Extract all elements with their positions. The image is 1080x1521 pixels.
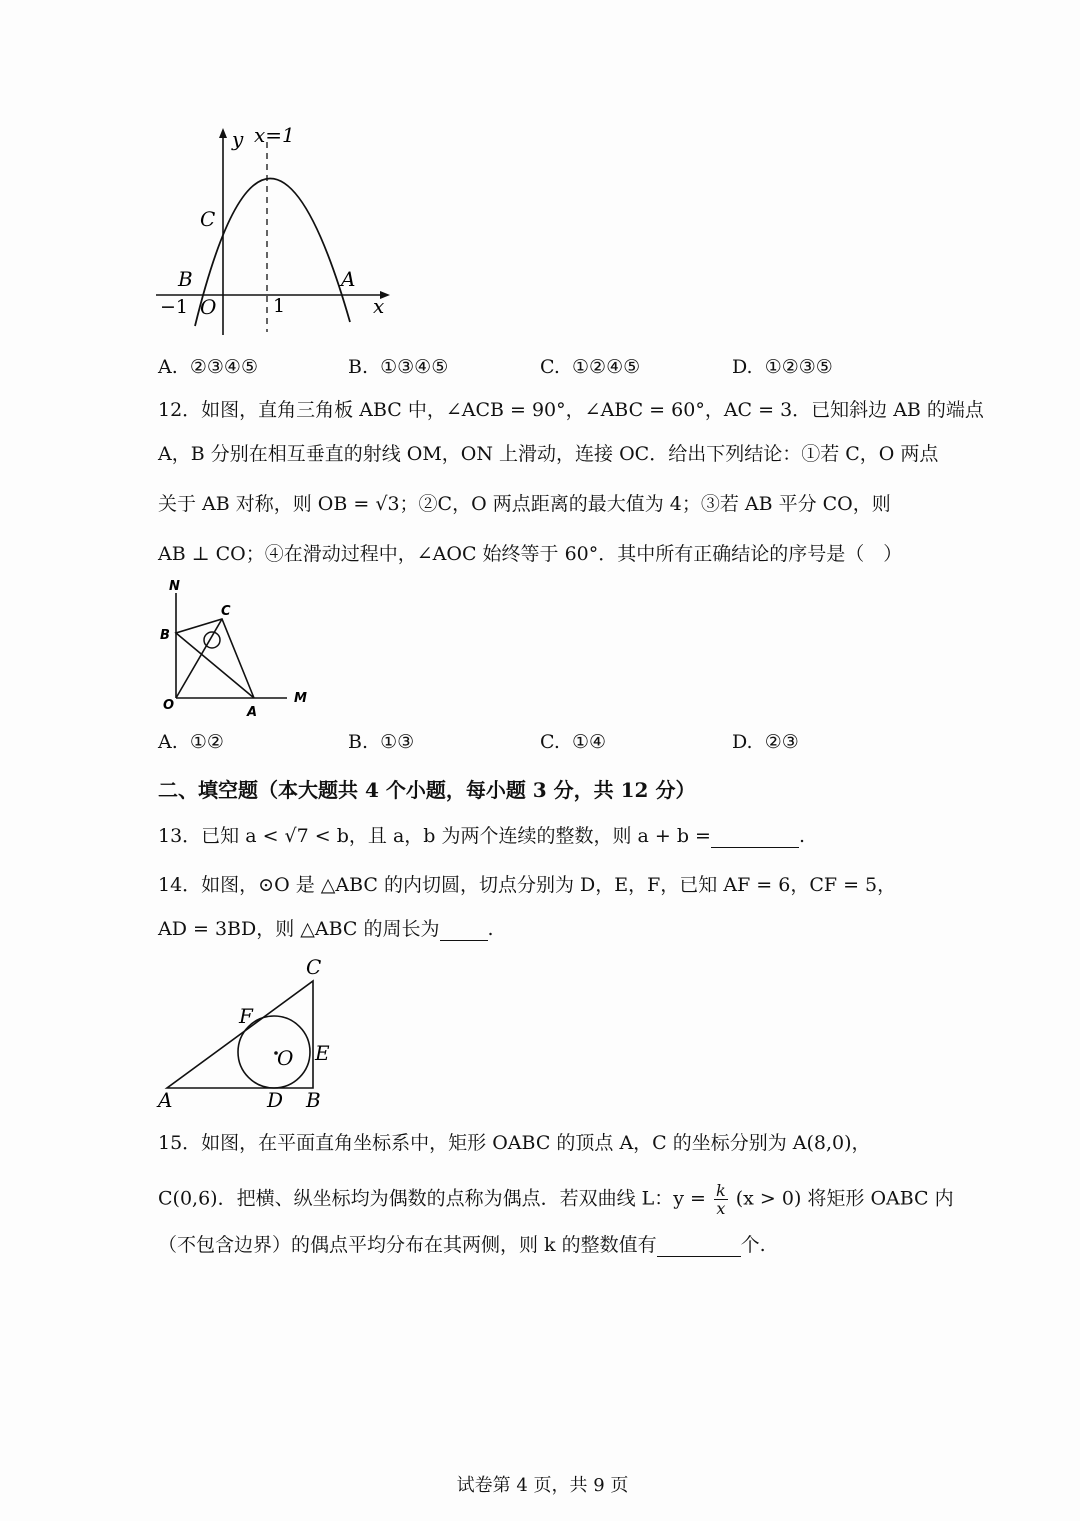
- q12-option-d[interactable]: [732, 731, 799, 753]
- option-letter: B.: [348, 731, 369, 753]
- q12-line-1: 12．如图，直角三角板 ABC 中，∠ACB = 90°，∠ABC = 60°，AC = 3．已知斜边 AB 的端点: [158, 399, 984, 421]
- symmetry-axis-label: x=1: [254, 123, 295, 147]
- q14-answer-blank[interactable]: [440, 922, 488, 941]
- q11-option-d[interactable]: [732, 356, 833, 378]
- q15-line-3: [158, 1233, 766, 1257]
- q12-line-2: A，B 分别在相互垂直的射线 OM，ON 上滑动，连接 OC．给出下列结论：①若 C，O 两点: [158, 443, 939, 465]
- q14-line-1: 14．如图，⊙O 是 △ABC 的内切圆，切点分别为 D，E，F，已知 AF = 6，CF = 5，: [158, 874, 897, 896]
- point-a-label: A: [158, 1088, 173, 1112]
- point-c-label: C: [306, 955, 322, 979]
- point-f-label: F: [239, 1004, 253, 1028]
- q15-text: （不包含边界）的偶点平均分布在其两侧，则 k 的整数值有: [158, 1234, 657, 1256]
- point-m-label: M: [294, 691, 307, 706]
- q14-line-2: [158, 917, 494, 941]
- q12-triangle-figure: [155, 575, 320, 723]
- y-axis-label: y: [232, 127, 244, 151]
- point-d-label: D: [267, 1088, 284, 1112]
- q13-text: 13．已知 a < √7 < b，且 a，b 为两个连续的整数，则 a + b =: [158, 825, 711, 847]
- point-n-label: N: [169, 579, 180, 594]
- q12-line-3: 关于 AB 对称，则 OB = √3；②C，O 两点距离的最大值为 4；③若 AB 平分 CO，则: [158, 493, 891, 515]
- small-circle: [204, 632, 220, 648]
- neg-one-label: −1: [160, 296, 189, 318]
- option-letter: C.: [540, 356, 560, 378]
- origin-label: O: [200, 295, 217, 319]
- q14-end: .: [487, 918, 494, 940]
- q12-option-a[interactable]: [158, 731, 224, 753]
- point-c-label: C: [221, 604, 231, 619]
- q15-line-2: [158, 1182, 954, 1217]
- q12-line-4: AB ⊥ CO；④在滑动过程中，∠AOC 始终等于 60°．其中所有正确结论的序号是（ ）: [158, 543, 903, 565]
- q12-option-b[interactable]: [348, 731, 414, 753]
- option-text: ②③: [764, 731, 799, 753]
- option-text: ①②③⑤: [764, 356, 833, 378]
- section-heading-fill-in: 二、填空题（本大题共 4 个小题，每小题 3 分，共 12 分）: [158, 778, 696, 802]
- q15-end: 个.: [740, 1234, 766, 1256]
- q13-answer-blank[interactable]: [711, 829, 799, 848]
- q11-option-c[interactable]: [540, 356, 640, 378]
- q15-fraction: [714, 1182, 728, 1217]
- point-a-label: A: [341, 267, 356, 291]
- option-text: ①③④⑤: [380, 356, 449, 378]
- x-axis-label: x: [373, 294, 385, 318]
- option-letter: C.: [540, 731, 560, 753]
- option-letter: D.: [732, 731, 753, 753]
- q13-line: [158, 824, 805, 848]
- point-o-label: O: [163, 698, 175, 713]
- point-b-label: B: [178, 267, 193, 291]
- option-text: ②③④⑤: [189, 356, 258, 378]
- option-letter: A.: [158, 731, 178, 753]
- q14-incircle-figure: [155, 955, 340, 1115]
- q15-text-b: (x > 0) 将矩形 OABC 内: [735, 1187, 954, 1210]
- q11-option-b[interactable]: [348, 356, 448, 378]
- option-text: ①③: [380, 731, 415, 753]
- y-axis-arrow: [219, 128, 227, 138]
- one-label: 1: [273, 295, 286, 317]
- point-b-label: B: [160, 628, 170, 643]
- q11-option-a[interactable]: [158, 356, 258, 378]
- point-e-label: E: [315, 1041, 330, 1065]
- option-text: ①④: [572, 731, 607, 753]
- q11-parabola-figure: [140, 120, 400, 345]
- option-letter: A.: [158, 356, 178, 378]
- fraction-denominator: x: [716, 1199, 726, 1218]
- point-b-label: B: [306, 1088, 321, 1112]
- q15-answer-blank[interactable]: [657, 1238, 741, 1257]
- point-c-label: C: [200, 207, 216, 231]
- q15-line-1: 15．如图，在平面直角坐标系中，矩形 OABC 的顶点 A，C 的坐标分别为 A(8,0)，: [158, 1132, 871, 1154]
- option-letter: D.: [732, 356, 753, 378]
- q13-end: .: [798, 825, 806, 847]
- option-letter: B.: [348, 356, 369, 378]
- fraction-numerator: k: [715, 1181, 726, 1200]
- q15-text-a: C(0,6)．把横、纵坐标均为偶数的点称为偶点．若双曲线 L：y =: [158, 1187, 706, 1210]
- option-text: ①②: [189, 731, 224, 753]
- q14-text: AD = 3BD，则 △ABC 的周长为: [158, 918, 440, 940]
- center-o-label: O: [277, 1046, 294, 1070]
- q12-option-c[interactable]: [540, 731, 606, 753]
- option-text: ①②④⑤: [572, 356, 641, 378]
- point-a-label: A: [247, 705, 258, 720]
- page-footer: 试卷第 4 页，共 9 页: [456, 1475, 629, 1496]
- triangle-abc: [167, 981, 313, 1088]
